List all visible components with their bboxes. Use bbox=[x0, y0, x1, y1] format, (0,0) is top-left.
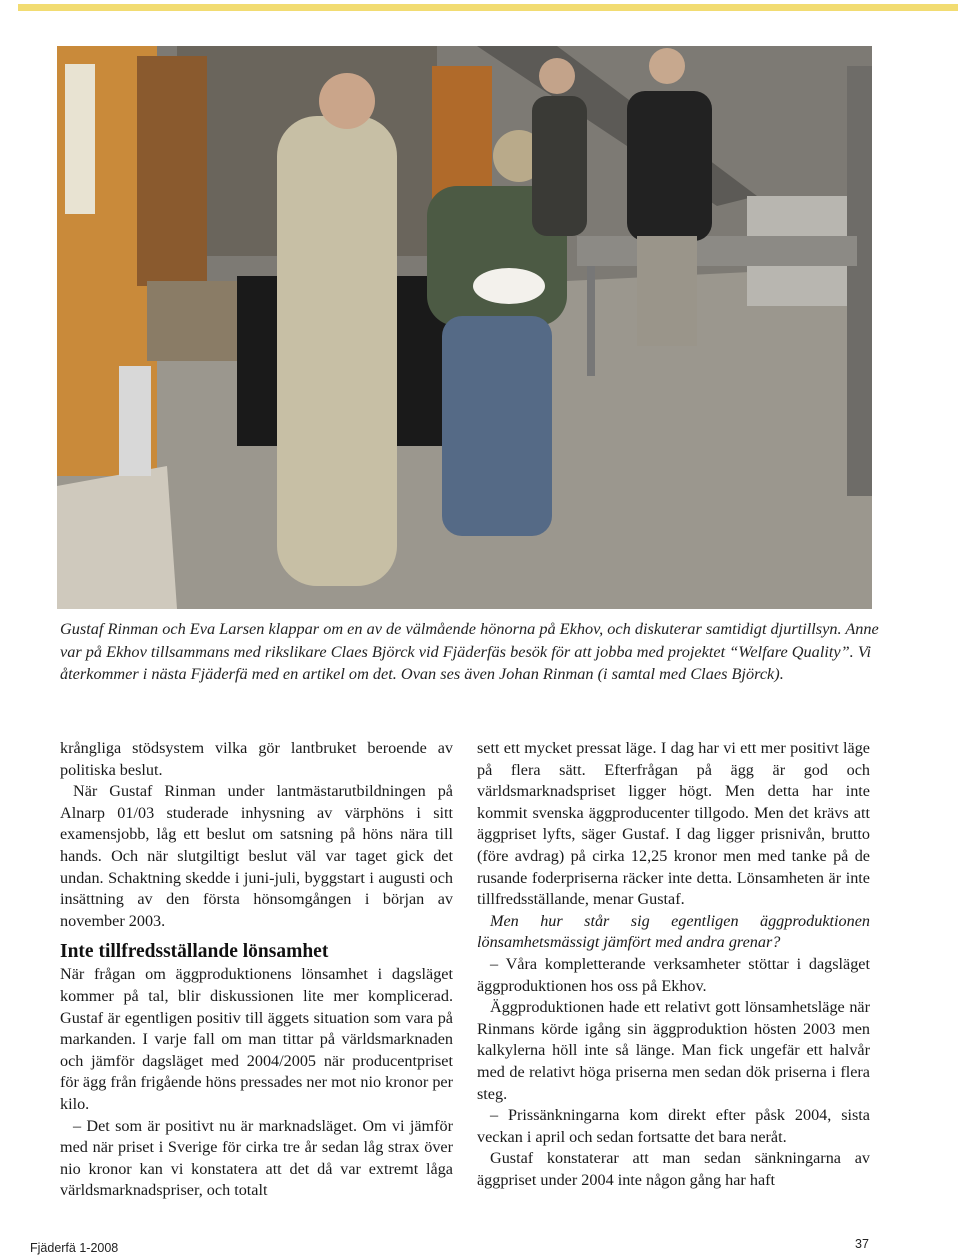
body-paragraph: När Gustaf Rinman under lantmästarutbildningen på Alnarp 01/03 studerade inhysning av värphöns i sitt examensjobb, låg ett beslut om satsning på höns nära till hands. Och när slutgiltigt beslut väl var taget gick det undan. Schaktning skedde i juni-juli, byggstart i augusti och insättning av den första hönsomgången i början av november 2003. bbox=[60, 782, 453, 930]
body-paragraph: – Våra kompletterande verksamheter stöttar i dagsläget äggproduktionen hos oss på Ekhov. bbox=[477, 954, 870, 995]
body-paragraph: krångliga stödsystem vilka gör lantbruket beroende av politiska beslut. bbox=[60, 739, 453, 779]
body-paragraph: Gustaf konstaterar att man sedan sänkningarna av äggpriset under 2004 inte någon gång har haft bbox=[477, 1149, 870, 1189]
page-number: 37 bbox=[855, 1237, 869, 1251]
body-paragraph: – Prissänkningarna kom direkt efter påsk 2004, sista veckan i april och sedan fortsatte det bara neråt. bbox=[477, 1106, 870, 1146]
article-photo bbox=[57, 46, 872, 609]
photo-caption: Gustaf Rinman och Eva Larsen klappar om en av de välmående hönorna på Ekhov, och diskuterar samtidigt djurtillsyn. Anne var på Ekhov tillsammans med rikslikare Claes Björck vid Fjäderfäs besök för att jobba med projektet “Welfare Quality”. Vi återkommer i nästa Fjäderfä med en artikel om det. Ovan ses även Johan Rinman (i samtal med Claes Björck). bbox=[60, 619, 879, 683]
body-paragraph: Äggproduktionen hade ett relativt gott lönsamhetsläge när Rinmans körde igång sin äggproduktion hösten 2003 men kalkylerna höll inte så länge. Man fick ungefär ett halvår med de relativt höga priserna men sedan dök priserna i flera steg. bbox=[477, 998, 870, 1103]
section-heading: Inte tillfredsställande lönsamhet bbox=[60, 941, 329, 963]
body-paragraph: När frågan om äggproduktionens lönsamhet i dagsläget kommer på tal, blir diskussionen lite mer komplicerad. Gustaf är egentligen positiv till äggets situation som vara på markanden. I varje fall om man tittar på världsmarknaden och jämför dagsläget med 2004/2005 när producentpriset för ägg från frigående höns pressades ner mot nio kronor per kilo. bbox=[60, 965, 453, 1113]
photo-illustration bbox=[57, 46, 872, 609]
body-paragraph: – Det som är positivt nu är marknadsläget. Om vi jämför med när priset i Sverige för cirka tre år sedan låg strax över nio kronor kan vi konstatera att det då var extremt låga världsmarknadspriser, och totalt bbox=[60, 1116, 453, 1200]
left-column bbox=[60, 738, 453, 1202]
right-column bbox=[477, 738, 870, 1191]
publication-footer: Fjäderfä 1-2008 bbox=[30, 1241, 119, 1255]
interview-question: Men hur står sig egentligen äggproduktionen lönsamhetsmässigt jämfört med andra grenar? bbox=[477, 911, 870, 952]
body-paragraph: sett ett mycket pressat läge. I dag har vi ett mer positivt läge på flera sätt. Efterfrågan på ägg är god och världsmarknadspriset ligger högt. Men detta har inte kommit svenska äggproducenter tillgodo. Men det krävs att äggpriset lyfts, säger Gustaf. I dag ligger prisnivån, brutto (före avdrag) på cirka 12,25 kronor men med tanke på de rusande foderpriserna räcker inte detta. Lönsamheten är inte tillfredsställande, menar Gustaf. bbox=[477, 739, 870, 909]
top-accent-bar bbox=[18, 4, 958, 11]
